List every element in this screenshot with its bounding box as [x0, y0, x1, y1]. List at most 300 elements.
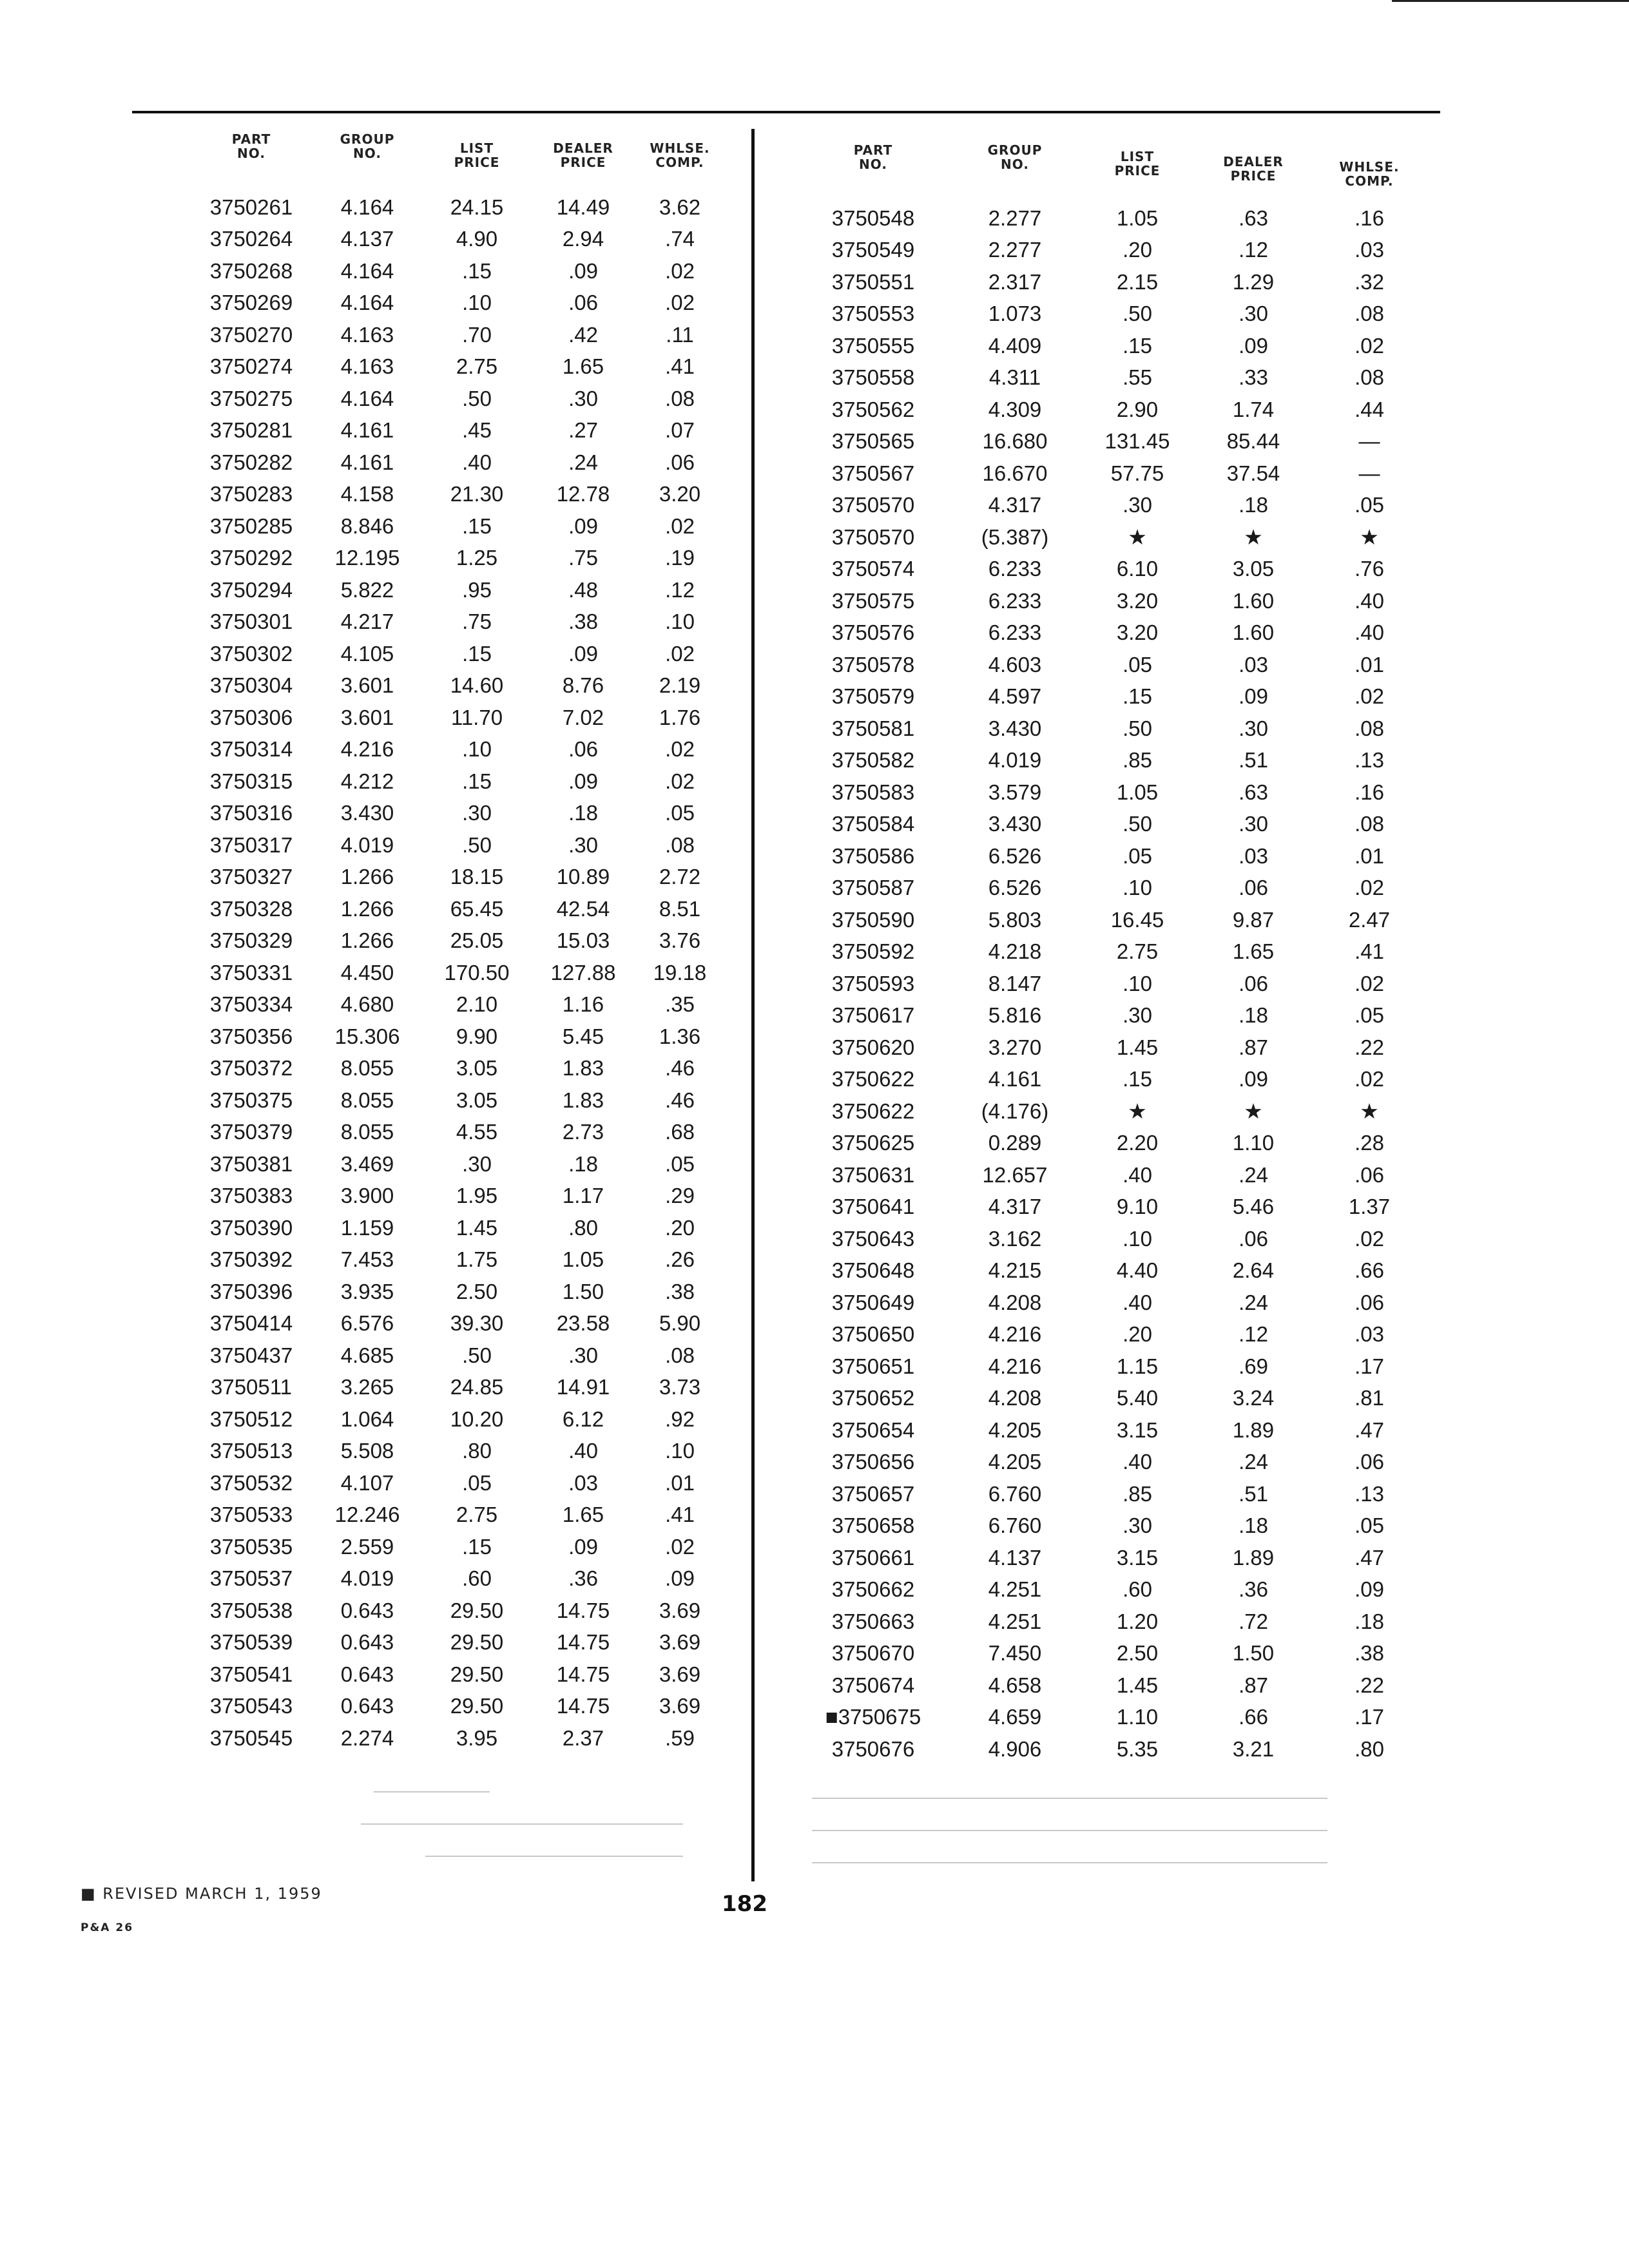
part-no-cell: 3750620 — [831, 1035, 915, 1059]
part-no-cell: 3750641 — [831, 1195, 915, 1219]
group-no-cell: 3.935 — [340, 1279, 394, 1303]
group-no-cell: 0.643 — [340, 1630, 394, 1655]
list-price-cell: .30 — [1123, 1514, 1152, 1538]
dealer-price-cell: .18 — [1239, 493, 1268, 517]
group-no-cell: 3.430 — [340, 801, 394, 825]
whlse-comp-cell: .02 — [1354, 1226, 1384, 1251]
whlse-comp-cell: .08 — [665, 386, 695, 410]
group-no-cell: 16.680 — [982, 429, 1048, 454]
part-no-cell: 3750625 — [831, 1131, 915, 1155]
whlse-comp-cell: .02 — [1354, 684, 1384, 709]
whlse-comp-cell: .17 — [1354, 1705, 1384, 1729]
list-price-cell: 1.45 — [1116, 1035, 1159, 1059]
table-row — [187, 765, 728, 798]
dealer-price-cell: 2.37 — [562, 1725, 604, 1750]
group-no-cell: 1.073 — [988, 302, 1042, 326]
part-no-cell: 3750581 — [831, 716, 915, 740]
part-no-cell: 3750283 — [209, 482, 293, 506]
group-no-cell: 7.453 — [340, 1247, 394, 1272]
dealer-price-cell: 14.75 — [556, 1630, 610, 1655]
table-row — [796, 362, 1427, 394]
group-no-cell: 4.218 — [988, 939, 1042, 964]
part-no-cell: 3750539 — [209, 1630, 293, 1655]
group-no-cell: 6.526 — [988, 876, 1042, 900]
dealer-price-cell: .12 — [1239, 238, 1268, 262]
list-price-cell: 3.20 — [1116, 588, 1159, 613]
list-price-cell: .10 — [462, 737, 492, 762]
table-row — [796, 1159, 1427, 1191]
revision-footnote: ■ REVISED MARCH 1, 1959 — [81, 1885, 322, 1903]
part-no-cell: 3750281 — [209, 418, 293, 443]
group-no-cell: 5.822 — [340, 577, 394, 602]
table-row — [187, 1403, 728, 1436]
list-price-cell: 29.50 — [450, 1598, 504, 1622]
table-row — [796, 1287, 1427, 1319]
dealer-price-cell: 12.78 — [556, 482, 610, 506]
dealer-price-cell: 2.73 — [562, 1120, 604, 1144]
whlse-comp-cell: .17 — [1354, 1354, 1384, 1378]
table-row — [187, 606, 728, 639]
whlse-comp-cell: .35 — [665, 992, 695, 1017]
list-price-cell: 2.50 — [1116, 1641, 1159, 1666]
part-no-cell: 3750592 — [831, 939, 915, 964]
group-no-cell: 3.430 — [988, 716, 1042, 740]
list-price-cell: 1.95 — [456, 1184, 498, 1208]
whlse-comp-cell: .02 — [665, 291, 695, 315]
group-no-cell: 0.643 — [340, 1598, 394, 1622]
part-no-cell: 3750329 — [209, 928, 293, 953]
dealer-price-cell: .36 — [568, 1566, 598, 1591]
table-row — [796, 426, 1427, 458]
dealer-price-cell: .33 — [1239, 365, 1268, 390]
group-no-cell: 7.450 — [988, 1641, 1042, 1666]
list-price-cell: 11.70 — [450, 705, 503, 729]
list-price-cell: 4.90 — [456, 227, 498, 251]
table-row — [796, 872, 1427, 905]
whlse-comp-cell: .12 — [665, 577, 695, 602]
dealer-price-cell: 9.87 — [1232, 907, 1275, 932]
whlse-comp-cell: .40 — [1354, 588, 1384, 613]
whlse-comp-cell: .47 — [1354, 1545, 1384, 1570]
list-price-cell: 9.10 — [1116, 1195, 1159, 1219]
list-price-cell: .10 — [1123, 1226, 1152, 1251]
table-row — [187, 415, 728, 447]
table-row — [796, 840, 1427, 872]
table-row — [796, 1064, 1427, 1096]
part-no-cell: 3750532 — [209, 1470, 293, 1495]
part-no-cell: 3750334 — [209, 992, 293, 1017]
group-no-cell: 4.164 — [340, 386, 394, 410]
table-row — [187, 447, 728, 479]
table-row — [187, 957, 728, 989]
whlse-comp-cell: .09 — [665, 1566, 695, 1591]
right-table-header — [796, 143, 1427, 202]
table-row — [796, 681, 1427, 713]
whlse-comp-cell: .02 — [1354, 971, 1384, 995]
dealer-price-cell: .24 — [568, 450, 598, 474]
dealer-price-cell: .06 — [568, 737, 598, 762]
list-price-cell: 25.05 — [450, 928, 504, 953]
dealer-price-cell: .09 — [568, 769, 598, 793]
dealer-price-cell: .30 — [1239, 302, 1268, 326]
part-no-cell: 3750261 — [209, 195, 293, 219]
group-no-cell: 2.274 — [340, 1725, 394, 1750]
whlse-comp-cell: .06 — [1354, 1450, 1384, 1474]
dealer-price-cell: 3.21 — [1232, 1736, 1275, 1761]
dealer-price-cell: 14.75 — [556, 1598, 610, 1622]
group-no-cell: 3.430 — [988, 812, 1042, 836]
table-row — [187, 287, 728, 320]
table-row — [796, 1510, 1427, 1542]
whlse-comp-cell: 3.69 — [659, 1694, 701, 1718]
part-no-cell: 3750622 — [831, 1099, 915, 1123]
dealer-price-cell: .72 — [1239, 1609, 1268, 1633]
list-price-cell: .05 — [1123, 843, 1152, 868]
part-no-cell: 3750317 — [209, 832, 293, 857]
list-price-cell: 1.45 — [456, 1215, 498, 1240]
whlse-comp-cell: .05 — [1354, 1514, 1384, 1538]
header-list-price: LIST PRICE — [1114, 149, 1161, 178]
list-price-cell: .50 — [462, 1343, 492, 1367]
part-no-cell: 3750306 — [209, 705, 293, 729]
group-no-cell: 1.266 — [340, 928, 394, 953]
dealer-price-cell: 14.49 — [556, 195, 610, 219]
header-dealer-price: DEALER PRICE — [553, 140, 613, 170]
list-price-cell: 16.45 — [1110, 907, 1164, 932]
whlse-comp-cell: .22 — [1354, 1673, 1384, 1697]
group-no-cell: 8.147 — [988, 971, 1042, 995]
list-price-cell: 10.20 — [450, 1407, 504, 1431]
table-row — [187, 255, 728, 287]
part-no-cell: 3750537 — [209, 1566, 293, 1591]
group-no-cell: 0.643 — [340, 1694, 394, 1718]
dealer-price-cell: 1.83 — [562, 1056, 604, 1081]
table-row — [187, 1276, 728, 1308]
dealer-price-cell: 1.74 — [1232, 397, 1275, 421]
list-price-cell: .50 — [462, 386, 492, 410]
form-code: P&A 26 — [81, 1921, 134, 1934]
list-price-cell: 24.85 — [450, 1375, 504, 1399]
part-no-cell: 3750437 — [209, 1343, 293, 1367]
table-row — [796, 1319, 1427, 1351]
group-no-cell: 4.019 — [340, 832, 394, 857]
whlse-comp-cell: .05 — [1354, 1003, 1384, 1028]
table-row — [187, 989, 728, 1021]
table-row — [796, 1574, 1427, 1606]
part-no-cell: 3750575 — [831, 588, 915, 613]
group-no-cell: 4.409 — [988, 333, 1042, 358]
list-price-cell: 1.10 — [1116, 1705, 1159, 1729]
dealer-price-cell: .18 — [1239, 1003, 1268, 1028]
part-no-cell: 3750562 — [831, 397, 915, 421]
list-price-cell: 5.40 — [1116, 1386, 1159, 1410]
faint-rule — [812, 1830, 1327, 1831]
list-price-cell: 5.35 — [1116, 1736, 1159, 1761]
whlse-comp-cell: .02 — [665, 258, 695, 283]
group-no-cell: 4.216 — [340, 737, 394, 762]
table-row — [187, 1148, 728, 1180]
part-no-cell: 3750676 — [831, 1736, 915, 1761]
whlse-comp-cell: .02 — [1354, 333, 1384, 358]
whlse-comp-cell: .07 — [665, 418, 695, 443]
dealer-price-cell: 1.10 — [1232, 1131, 1275, 1155]
dealer-price-cell: 14.75 — [556, 1694, 610, 1718]
dealer-price-cell: .51 — [1239, 748, 1268, 773]
dealer-price-cell: 1.65 — [562, 1503, 604, 1527]
whlse-comp-cell: 2.19 — [659, 673, 701, 698]
group-no-cell: 4.450 — [340, 960, 394, 985]
whlse-comp-cell: .02 — [665, 737, 695, 762]
part-no-cell: 3750574 — [831, 557, 915, 581]
group-no-cell: 5.508 — [340, 1439, 394, 1463]
table-row — [187, 479, 728, 511]
header-group-no: GROUP NO. — [987, 142, 1043, 172]
dealer-price-cell: 7.02 — [562, 705, 604, 729]
list-price-cell: 2.20 — [1116, 1131, 1159, 1155]
dealer-price-cell: .42 — [568, 322, 598, 347]
group-no-cell: 3.270 — [988, 1035, 1042, 1059]
list-price-cell: .40 — [1123, 1450, 1152, 1474]
group-no-cell: 4.317 — [988, 1195, 1042, 1219]
table-row — [187, 1340, 728, 1372]
dealer-price-cell: 14.91 — [556, 1375, 610, 1399]
group-no-cell: 4.019 — [340, 1566, 394, 1591]
whlse-comp-cell: .02 — [665, 514, 695, 538]
dealer-price-cell: .03 — [1239, 843, 1268, 868]
dealer-price-cell: .18 — [568, 801, 598, 825]
part-no-cell: 3750375 — [209, 1088, 293, 1112]
part-no-cell: 3750663 — [831, 1609, 915, 1633]
list-price-cell: .30 — [1123, 493, 1152, 517]
part-no-cell: 3750264 — [209, 227, 293, 251]
group-no-cell: 6.233 — [988, 620, 1042, 645]
list-price-cell: 65.45 — [450, 896, 504, 921]
table-row — [796, 776, 1427, 809]
table-row — [796, 1128, 1427, 1160]
group-no-cell: 5.816 — [988, 1003, 1042, 1028]
whlse-comp-cell: .13 — [1354, 748, 1384, 773]
whlse-comp-cell: .16 — [1354, 206, 1384, 230]
dealer-price-cell: 23.58 — [556, 1311, 610, 1336]
list-price-cell: .60 — [1123, 1577, 1152, 1602]
whlse-comp-cell: .08 — [1354, 302, 1384, 326]
part-no-cell: 3750565 — [831, 429, 915, 454]
dealer-price-cell: 1.89 — [1232, 1418, 1275, 1442]
dealer-price-cell: .40 — [568, 1439, 598, 1463]
part-no-cell: 3750396 — [209, 1279, 293, 1303]
list-price-cell: .10 — [1123, 971, 1152, 995]
dealer-price-cell: .66 — [1239, 1705, 1268, 1729]
table-row — [187, 383, 728, 415]
whlse-comp-cell: .26 — [665, 1247, 695, 1272]
group-no-cell: 4.251 — [988, 1609, 1042, 1633]
part-no-cell: 3750381 — [209, 1151, 293, 1176]
part-no-cell: 3750383 — [209, 1184, 293, 1208]
part-no-cell: 3750545 — [209, 1725, 293, 1750]
part-no-cell: 3750302 — [209, 641, 293, 666]
part-no-cell: 3750558 — [831, 365, 915, 390]
whlse-comp-cell: .92 — [665, 1407, 695, 1431]
group-no-cell: (4.176) — [981, 1099, 1049, 1123]
right-table-body — [796, 202, 1427, 1765]
table-row — [796, 617, 1427, 649]
part-no-cell: 3750331 — [209, 960, 293, 985]
table-row — [187, 319, 728, 351]
dealer-price-cell: .24 — [1239, 1450, 1268, 1474]
table-row — [187, 1244, 728, 1276]
group-no-cell: 4.216 — [988, 1354, 1042, 1378]
part-no-cell: 3750674 — [831, 1673, 915, 1697]
part-no-cell: 3750582 — [831, 748, 915, 773]
group-no-cell: 4.205 — [988, 1450, 1042, 1474]
group-no-cell: 3.579 — [988, 780, 1042, 804]
list-price-cell: 170.50 — [444, 960, 510, 985]
table-row — [187, 1372, 728, 1404]
dealer-price-cell: 3.24 — [1232, 1386, 1275, 1410]
list-price-cell: .50 — [1123, 716, 1152, 740]
dealer-price-cell: .38 — [568, 610, 598, 634]
whlse-comp-cell: .05 — [665, 801, 695, 825]
whlse-comp-cell: .13 — [1354, 1481, 1384, 1506]
whlse-comp-cell: .05 — [665, 1151, 695, 1176]
list-price-cell: .30 — [1123, 1003, 1152, 1028]
table-row — [187, 1117, 728, 1149]
list-price-cell: 2.75 — [456, 354, 498, 379]
group-no-cell: 4.163 — [340, 354, 394, 379]
table-row — [796, 1638, 1427, 1670]
whlse-comp-cell: .59 — [665, 1725, 695, 1750]
group-no-cell: 4.105 — [340, 641, 394, 666]
dealer-price-cell: .87 — [1239, 1035, 1268, 1059]
dealer-price-cell: .09 — [1239, 1067, 1268, 1091]
whlse-comp-cell: .06 — [1354, 1162, 1384, 1187]
part-no-cell: 3750586 — [831, 843, 915, 868]
part-no-cell: 3750304 — [209, 673, 293, 698]
whlse-comp-cell: 1.36 — [659, 1024, 701, 1048]
list-price-cell: .75 — [462, 610, 492, 634]
part-no-cell: 3750282 — [209, 450, 293, 474]
whlse-comp-cell: .46 — [665, 1088, 695, 1112]
list-price-cell: .60 — [462, 1566, 492, 1591]
whlse-comp-cell: .01 — [665, 1470, 695, 1495]
list-price-cell: 3.95 — [456, 1725, 498, 1750]
group-no-cell: 4.311 — [988, 365, 1041, 390]
whlse-comp-cell: .03 — [1354, 1322, 1384, 1347]
list-price-cell: .55 — [1123, 365, 1152, 390]
part-no-cell: 3750328 — [209, 896, 293, 921]
group-no-cell: 4.164 — [340, 195, 394, 219]
whlse-comp-cell: 3.69 — [659, 1598, 701, 1622]
list-price-cell: 2.10 — [456, 992, 498, 1017]
group-no-cell: 8.055 — [340, 1088, 394, 1112]
part-no-cell: 3750292 — [209, 546, 293, 570]
dealer-price-cell: .03 — [1239, 652, 1268, 677]
list-price-cell: .15 — [1123, 1067, 1152, 1091]
list-price-cell: 1.75 — [456, 1247, 498, 1272]
whlse-comp-cell: .38 — [1354, 1641, 1384, 1666]
dealer-price-cell: .24 — [1239, 1290, 1268, 1314]
whlse-comp-cell: .46 — [665, 1056, 695, 1081]
dealer-price-cell: .48 — [568, 577, 598, 602]
dealer-price-cell: 37.54 — [1226, 461, 1280, 485]
table-row — [796, 1350, 1427, 1383]
table-row — [796, 649, 1427, 681]
left-table-body — [187, 191, 728, 1754]
part-no-cell: 3750654 — [831, 1418, 915, 1442]
dealer-price-cell: .06 — [1239, 876, 1268, 900]
group-no-cell: 6.233 — [988, 557, 1042, 581]
table-row — [187, 1021, 728, 1053]
part-no-cell: 3750314 — [209, 737, 293, 762]
table-row — [796, 713, 1427, 745]
list-price-cell: .50 — [462, 832, 492, 857]
dealer-price-cell: .30 — [568, 1343, 598, 1367]
dealer-price-cell: .63 — [1239, 206, 1268, 230]
whlse-comp-cell: — — [1358, 429, 1380, 454]
dealer-price-cell: .27 — [568, 418, 598, 443]
group-no-cell: 4.137 — [988, 1545, 1042, 1570]
part-no-cell: 3750652 — [831, 1386, 915, 1410]
part-no-cell: 3750576 — [831, 620, 915, 645]
part-no-cell: 3750316 — [209, 801, 293, 825]
group-no-cell: 4.658 — [988, 1673, 1042, 1697]
table-row — [796, 968, 1427, 1000]
group-no-cell: 4.164 — [340, 258, 394, 283]
whlse-comp-cell: .28 — [1354, 1131, 1384, 1155]
list-price-cell: 29.50 — [450, 1662, 504, 1686]
table-row — [187, 1212, 728, 1244]
list-price-cell: 1.45 — [1116, 1673, 1159, 1697]
table-row — [796, 553, 1427, 586]
group-no-cell: 1.266 — [340, 865, 394, 889]
list-price-cell: .10 — [462, 291, 492, 315]
dealer-price-cell: 1.16 — [562, 992, 604, 1017]
dealer-price-cell: .18 — [1239, 1514, 1268, 1538]
whlse-comp-cell: .44 — [1354, 397, 1384, 421]
dealer-price-cell: 127.88 — [550, 960, 616, 985]
header-whlse-comp: WHLSE. COMP. — [1339, 159, 1400, 189]
table-row — [796, 457, 1427, 490]
part-no-cell: 3750579 — [831, 684, 915, 709]
table-row — [796, 1095, 1427, 1128]
part-no-cell: 3750555 — [831, 333, 915, 358]
table-row — [796, 1542, 1427, 1574]
part-no-cell: 3750275 — [209, 386, 293, 410]
list-price-cell: .20 — [1123, 1322, 1152, 1347]
part-no-cell: 3750661 — [831, 1545, 915, 1570]
list-price-cell: .15 — [1123, 333, 1152, 358]
group-no-cell: 4.597 — [988, 684, 1042, 709]
list-price-cell: ★ — [1128, 1099, 1147, 1124]
dealer-price-cell: .06 — [1239, 971, 1268, 995]
part-no-cell: 3750541 — [209, 1662, 293, 1686]
list-price-cell: .40 — [1123, 1290, 1152, 1314]
list-price-cell: 2.90 — [1116, 397, 1159, 421]
part-no-cell: 3750617 — [831, 1003, 915, 1028]
dealer-price-cell: ★ — [1244, 1099, 1263, 1124]
group-no-cell: (5.387) — [981, 524, 1049, 549]
list-price-cell: 29.50 — [450, 1694, 504, 1718]
list-price-cell: 1.25 — [456, 546, 498, 570]
whlse-comp-cell: .22 — [1354, 1035, 1384, 1059]
group-no-cell: 12.195 — [334, 546, 400, 570]
list-price-cell: .30 — [462, 801, 492, 825]
whlse-comp-cell: .41 — [1354, 939, 1384, 964]
table-row — [187, 1467, 728, 1499]
dealer-price-cell: 1.65 — [1232, 939, 1275, 964]
whlse-comp-cell: 19.18 — [653, 960, 707, 985]
list-price-cell: .70 — [462, 322, 492, 347]
